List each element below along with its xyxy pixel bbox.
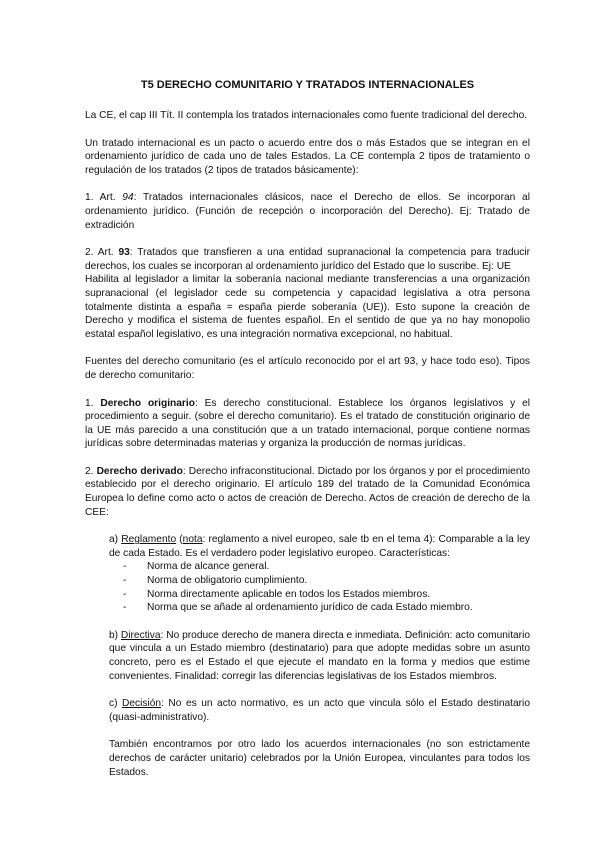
decision-prefix: c) — [109, 698, 122, 710]
derecho-derivado-paragraph — [85, 465, 530, 519]
reglamento-characteristics-list — [85, 560, 530, 614]
reglamento-note-label: nota — [182, 534, 203, 546]
reglamento-open: ( — [176, 534, 183, 546]
art93-number: 93 — [118, 247, 130, 259]
decision-paragraph — [85, 697, 530, 724]
list-item: - Norma de obligatorio cumplimiento. — [123, 574, 530, 588]
art93-prefix: 2. Art. — [85, 247, 119, 259]
originario-number: 1. — [85, 397, 101, 409]
art94-number: 94 — [122, 192, 134, 204]
reglamento-note-text: : reglamento a nivel europeo, sale tb en el tema 4): Comparable a la ley de cada Estado. Es el verdadero poder legislativo europeo. Características: — [109, 534, 530, 559]
tratado-definition-paragraph: Un tratado internacional es un pacto o acuerdo entre dos o más Estados que se integran en el ordenamiento jurídico de cada uno de tales Estados. La CE contempla 2 tipos de tratamiento o regulación de los tratados (2 tipos de tratados básicamente): — [85, 137, 530, 176]
reglamento-prefix: a) — [109, 534, 122, 546]
directiva-text: : No produce derecho de manera directa e inmediata. Definición: acto comunitario que vincula a un Estado miembro (destinatario) para que adopte medidas sobre un asunto concreto, pero es el Estado el que ejecute el mandato en la forma y medios que estime convenientes. Finalidad: corregir las diferencias legislativas de los Estados miembros. — [109, 629, 531, 682]
document-title: T5 DERECHO COMUNITARIO Y TRATADOS INTERNACIONALES — [140, 79, 475, 91]
list-item: - Norma directamente aplicable en todos los Estados miembros. — [123, 588, 530, 602]
art93-text: : Tratados que transfieren a una entidad supranacional la competencia para traducir derechos, los cuales se incorporan al ordenamiento jurídico del Estado que lo suscribe. Ej: UE — [85, 247, 530, 272]
derecho-originario-paragraph — [85, 397, 530, 451]
art94-paragraph — [85, 191, 530, 232]
derivado-label: Derecho derivado — [96, 465, 183, 477]
list-item: - Norma de alcance general. — [123, 560, 530, 574]
intro-paragraph: La CE, el cap III Tít. II contempla los tratados internacionales como fuente tradicional del derecho. — [85, 110, 528, 121]
directiva-paragraph — [85, 629, 530, 683]
final-paragraph: También encontramos por otro lado los acuerdos internacionales (no son estrictamente derechos de carácter unitario) celebrados por la Unión Europea, vinculantes para todos los Estados. — [109, 739, 530, 778]
directiva-label: Directiva — [120, 629, 161, 641]
decision-text: : No es un acto normativo, es un acto que vincula sólo el Estado destinatario (quasi-administrativo). — [109, 698, 530, 723]
reglamento-label: Reglamento — [121, 534, 177, 546]
originario-text: : Es derecho constitucional. Establece los órganos legislativos y el procedimiento a seguir. (sobre el derecho comunitario). Es el tratado de constitución originario de la UE más parecido a una constitución que a un tratado internacional, porque contiene normas jurídicas sobre determinadas materias y organiza la producción de normas jurídicas. — [85, 397, 531, 450]
art93-habilita-paragraph: Habilita al legislador a limitar la soberanía nacional mediante transferencias a una organización supranacional (el legislador cede su competencia y capacidad legislativa a otra persona totalmente distinta a españa = españa pierde soberanía (UE)). Esto supone la creación de Derecho y modifica el sistema de fuentes español. En el sentido de que ya no hay monopolio estatal español legislativo, es una integración normativa excepcional, no habitual. — [85, 274, 530, 340]
originario-label: Derecho originario — [100, 397, 195, 409]
derivado-text: : Derecho infraconstitucional. Dictado por los órganos y por el procedimiento establecido por el derecho originario. El artículo 189 del tratado de la Comunidad Económica Europea lo define como acto o actos de creación de Derecho. Actos de creación de derecho de la CEE: — [85, 465, 531, 518]
art94-prefix: 1. Art. — [85, 192, 123, 204]
directiva-prefix: b) — [109, 629, 121, 641]
derivado-number: 2. — [85, 465, 97, 477]
art93-paragraph — [85, 246, 530, 273]
art94-text: : Tratados internacionales clásicos, nace el Derecho de ellos. Se incorporan al ordenamiento jurídico. (Función de recepción o incorporación del Derecho). Ej: Tratado de extradición — [85, 192, 530, 231]
list-item: - Norma que se añade al ordenamiento jurídico de cada Estado miembro. — [123, 601, 530, 615]
reglamento-paragraph — [85, 533, 530, 560]
decision-label: Decisión — [122, 698, 162, 710]
fuentes-paragraph: Fuentes del derecho comunitario (es el artículo reconocido por el art 93, y hace todo eso). Tipos de derecho comunitario: — [85, 356, 530, 381]
